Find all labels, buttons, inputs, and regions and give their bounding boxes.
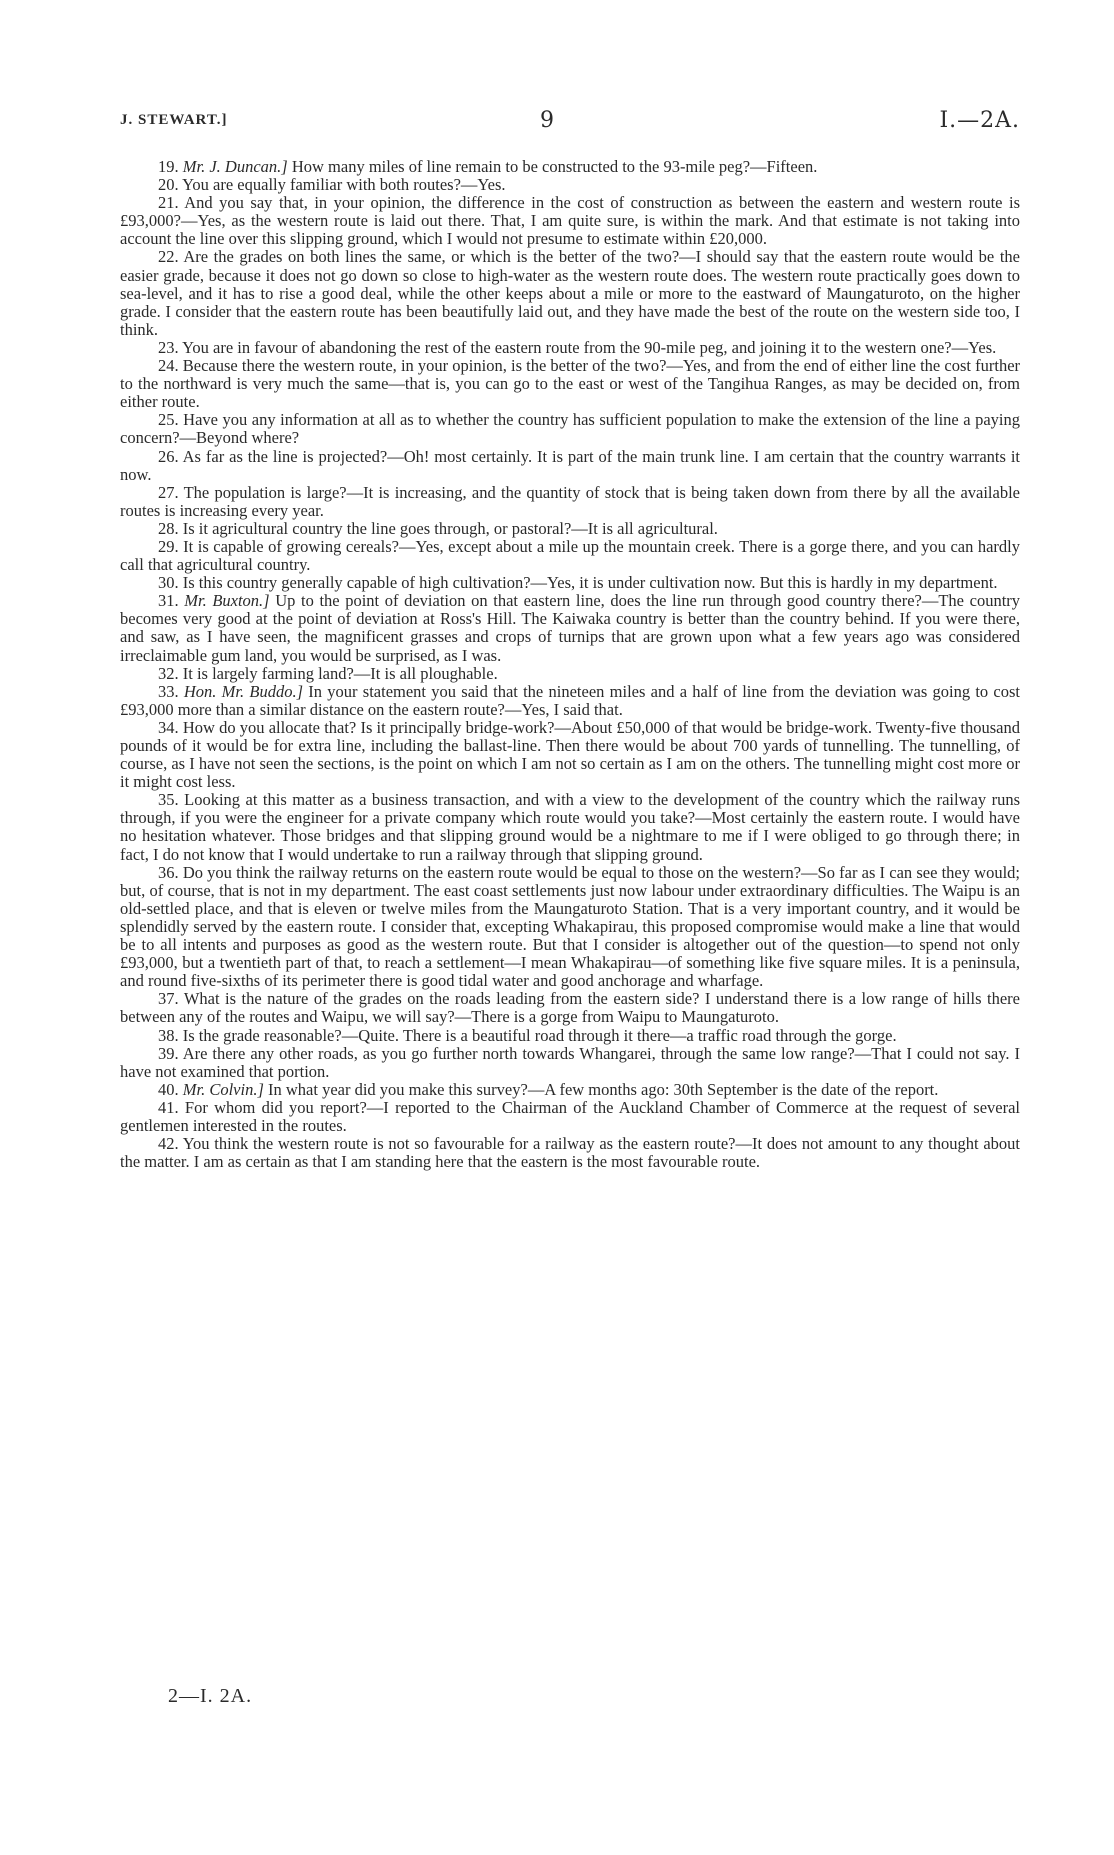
testimony-paragraph bbox=[120, 1099, 1020, 1135]
testimony-paragraph bbox=[120, 592, 1020, 664]
paper-reference: I.—2A. bbox=[939, 108, 1020, 133]
question-number: 23. bbox=[158, 337, 179, 357]
signature-mark: 2—I. 2A. bbox=[168, 1685, 253, 1707]
question-number: 19. bbox=[158, 157, 179, 176]
question-answer-text: Are there any other roads, as you go further north towards Whangarei, through the same low range?—That I could not say. I have not examined that portion. bbox=[120, 1043, 1021, 1081]
testimony-paragraph bbox=[120, 574, 1020, 592]
questioner-name: Mr. Colvin.] bbox=[182, 1079, 264, 1099]
page-header bbox=[120, 108, 1020, 138]
question-number: 29. bbox=[158, 536, 179, 556]
testimony-paragraph bbox=[120, 1081, 1020, 1099]
question-answer-text: You think the western route is not so favourable for a railway as the eastern route?—It does not amount to any thought about the matter. I am as certain as that I am standing here that the eastern is the most favourable route. bbox=[120, 1134, 1020, 1172]
testimony-paragraph bbox=[120, 176, 1020, 194]
question-answer-text: How many miles of line remain to be constructed to the 93-mile peg?—Fifteen. bbox=[291, 157, 818, 176]
question-answer-text: Is the grade reasonable?—Quite. There is a beautiful road through it there—a traffic road through the gorge. bbox=[182, 1025, 897, 1045]
question-answer-text: You are equally familiar with both routes?—Yes. bbox=[182, 175, 506, 195]
testimony-paragraph bbox=[120, 411, 1020, 447]
question-number: 25. bbox=[158, 410, 179, 430]
question-number: 35. bbox=[158, 790, 179, 810]
page-number: 9 bbox=[540, 108, 554, 133]
question-answer-text: You are in favour of abandoning the rest of the eastern route from the 90-mile peg, and joining it to the western one?—Yes. bbox=[182, 337, 997, 357]
question-number: 28. bbox=[158, 518, 179, 538]
testimony-paragraph bbox=[120, 339, 1020, 357]
question-answer-text: Because there the western route, in your opinion, is the better of the two?—Yes, and from the end of either line the cost further to the northward is very much the same—that is, you can go to the east or west of the Tangihua Ranges, as may be decided on, from either route. bbox=[120, 356, 1021, 412]
question-number: 26. bbox=[158, 446, 179, 466]
testimony-paragraph bbox=[120, 990, 1020, 1026]
question-answer-text: As far as the line is projected?—Oh! most certainly. It is part of the main trunk line. I am certain that the country warrants it now. bbox=[120, 446, 1020, 484]
question-answer-text: Is this country generally capable of high cultivation?—Yes, it is under cultivation now. But this is hardly in my department. bbox=[182, 573, 998, 593]
question-number: 20. bbox=[158, 175, 179, 195]
testimony-body bbox=[120, 158, 1020, 1171]
question-answer-text: And you say that, in your opinion, the difference in the cost of construction as between the eastern and western route is £93,000?—Yes, as the western route is laid out there. That, I am quite sure, is within the mark. And that estimate is not taking into account the line over this slipping ground, which I would not presume to estimate within £20,000. bbox=[120, 193, 1020, 249]
question-answer-text: What is the nature of the grades on the roads leading from the eastern side? I understand there is a low range of hills there between any of the routes and Waipu, we will say?—There is a gorge from Waipu to Maungaturoto. bbox=[120, 989, 1020, 1027]
testimony-paragraph bbox=[120, 158, 1020, 176]
question-answer-text: It is capable of growing cereals?—Yes, except about a mile up the mountain creek. There is a gorge there, and you can hardly call that agricultural country. bbox=[120, 536, 1020, 575]
question-number: 21. bbox=[158, 193, 179, 213]
witness-name: J. STEWART.] bbox=[120, 112, 228, 128]
testimony-paragraph bbox=[120, 448, 1020, 484]
testimony-paragraph bbox=[120, 683, 1020, 719]
testimony-paragraph bbox=[120, 1027, 1020, 1045]
question-answer-text: The population is large?—It is increasing, and the quantity of stock that is being taken down from there by all the available routes is increasing every year. bbox=[120, 482, 1020, 520]
testimony-paragraph bbox=[120, 665, 1020, 683]
question-number: 31. bbox=[158, 591, 179, 611]
question-answer-text: In your statement you said that the nineteen miles and a half of line from the deviation was going to cost £93,000 more than a similar distance on the eastern route?—Yes, I said that. bbox=[120, 681, 1021, 719]
testimony-paragraph bbox=[120, 248, 1020, 338]
question-number: 41. bbox=[158, 1097, 179, 1117]
question-answer-text: Have you any information at all as to whether the country has sufficient population to make the extension of the line a paying concern?—Beyond where? bbox=[120, 410, 1021, 448]
question-answer-text: Up to the point of deviation on that eastern line, does the line run through good country there?—The country becomes very good at the point of deviation at Ross's Hill. The Kaiwaka country is better than the country behind. If you were there, and saw, as I have seen, the magnificent grasses and crops of turnips that are grown upon what a few years ago was considered irreclaimable gum land, you would be surprised, as I was. bbox=[120, 591, 1021, 665]
questioner-name: Hon. Mr. Buddo.] bbox=[183, 681, 304, 701]
question-answer-text: In what year did you make this survey?—A few months ago: 30th September is the date of the report. bbox=[268, 1079, 939, 1099]
testimony-paragraph bbox=[120, 194, 1020, 248]
question-number: 32. bbox=[158, 663, 179, 683]
question-number: 36. bbox=[158, 862, 179, 882]
question-answer-text: Are the grades on both lines the same, or which is the better of the two?—I should say that the eastern route would be the easier grade, because it does not go down so close to high-water as the western route does. The western route practically goes down to sea-level, and it has to rise a good deal, while the other keeps about a mile or more to the eastward of Maungaturoto, on the higher grade. I consider that the eastern route has been beautifully laid out, and they have made the best of the route on the western side too, I think. bbox=[120, 247, 1020, 339]
testimony-paragraph bbox=[120, 1135, 1020, 1171]
questioner-name: Mr. Buxton.] bbox=[184, 591, 270, 611]
question-answer-text: Is it agricultural country the line goes through, or pastoral?—It is all agricultural. bbox=[182, 518, 718, 538]
question-answer-text: Do you think the railway returns on the eastern route would be equal to those on the western?—So far as I can see they would; but, of course, that is not in my department. The east coast settlements just now labour under extraordinary difficulties. The Waipu is an old-settled place, and that is eleven or twelve miles from the Maungaturoto Station. That is a very important country, and it would be splendidly served by the eastern route. I consider that, excepting Whakapirau, this proposed compromise would make a line that would be to all intents and purposes as good as the western route. But that I consider is altogether out of the question—to spend not only £93,000, but a twentieth part of that, to reach a settlement—I mean Whakapirau—of something like five square miles. It is a peninsula, and round five-sixths of its perimeter there is good tidal water and good anchorage and wharfage. bbox=[120, 862, 1021, 991]
question-answer-text: For whom did you report?—I reported to the Chairman of the Auckland Chamber of Commerce at the request of several gentlemen interested in the routes. bbox=[120, 1097, 1021, 1135]
question-number: 42. bbox=[158, 1134, 179, 1154]
question-number: 24. bbox=[158, 356, 179, 376]
question-number: 22. bbox=[158, 247, 179, 267]
testimony-paragraph bbox=[120, 719, 1020, 791]
question-answer-text: How do you allocate that? Is it principally bridge-work?—About £50,000 of that would be bridge-work. Twenty-five thousand pounds of it would be for extra line, including the ballast-line. Then there would be about 700 yards of tunnelling. The tunnelling, of course, as I have not seen the sections, is the point on which I am not so certain as I am on the others. The tunnelling might cost more or it might cost less. bbox=[120, 717, 1020, 792]
question-number: 39. bbox=[158, 1043, 179, 1063]
question-number: 33. bbox=[158, 681, 179, 701]
question-number: 34. bbox=[158, 717, 179, 737]
testimony-paragraph bbox=[120, 1045, 1020, 1081]
testimony-paragraph bbox=[120, 864, 1020, 991]
question-number: 37. bbox=[158, 989, 179, 1009]
question-number: 40. bbox=[158, 1079, 179, 1099]
testimony-paragraph bbox=[120, 538, 1020, 574]
question-answer-text: It is largely farming land?—It is all ploughable. bbox=[182, 663, 498, 683]
testimony-paragraph bbox=[120, 357, 1020, 411]
question-number: 38. bbox=[158, 1025, 179, 1045]
question-number: 27. bbox=[158, 482, 179, 502]
question-answer-text: Looking at this matter as a business transaction, and with a view to the development of the country which the railway runs through, if you were the engineer for a private company which route would you take?—Most certainly the eastern route. I would have no hesitation whatever. Those bridges and that slipping ground would be a nightmare to me if I were obliged to go through there; in fact, I do not know that I would undertake to run a railway through that slipping ground. bbox=[120, 790, 1020, 864]
testimony-paragraph bbox=[120, 520, 1020, 538]
testimony-paragraph bbox=[120, 484, 1020, 520]
questioner-name: Mr. J. Duncan.] bbox=[182, 157, 288, 176]
question-number: 30. bbox=[158, 573, 179, 593]
testimony-paragraph bbox=[120, 791, 1020, 863]
